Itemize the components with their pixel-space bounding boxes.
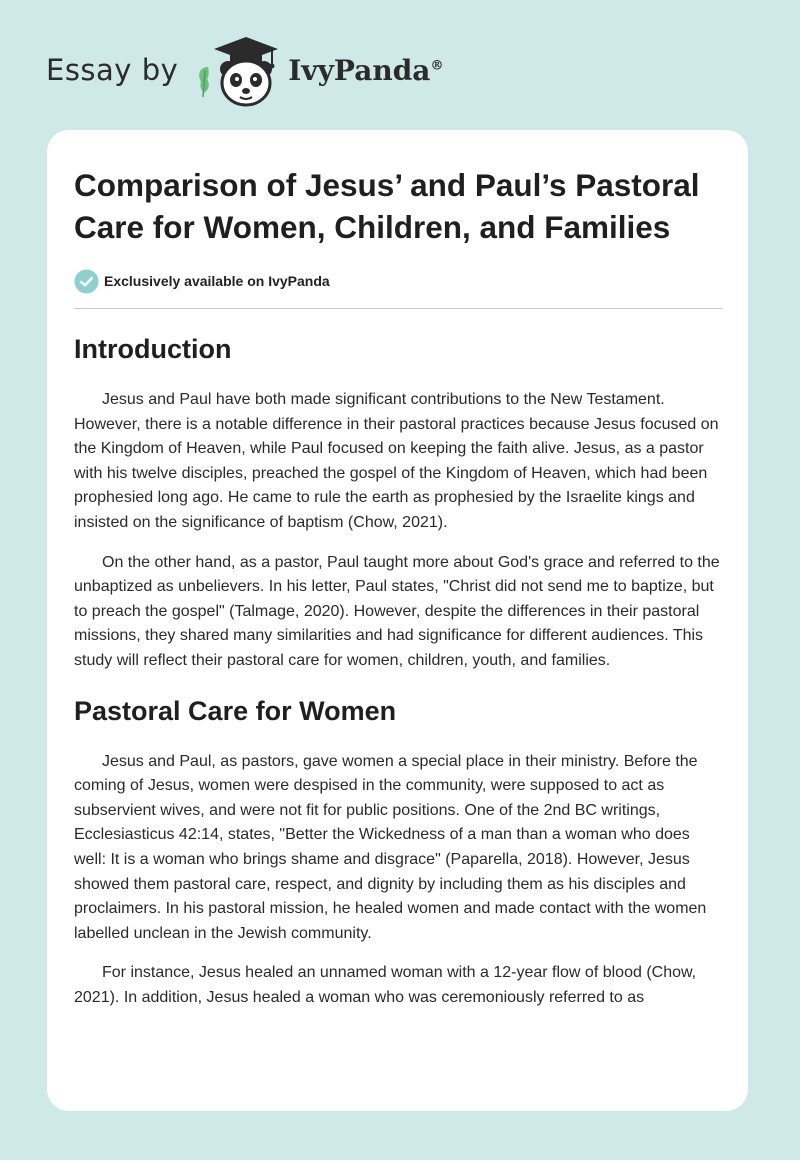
title-divider: [74, 308, 723, 309]
paragraph: Jesus and Paul have both made significant contributions to the New Testament. However, there is a notable difference in their pastoral practices because Jesus focused on the Kingdom of Heaven, while Paul focused on keeping the faith alive. Jesus, as a pastor with his twelve disciples, preached the gospel of the Kingdom of Heaven, which had been prophesied long ago. He came to rule the earth as prophesied by the Israelite kings and insisted on the significance of baptism (Chow, 2021).: [74, 391, 719, 531]
leaf-icon: [199, 67, 209, 97]
essay-title: Comparison of Jesus’ and Paul’s Pastoral Care for Women, Children, and Families: [74, 167, 700, 245]
site-header: [46, 30, 443, 110]
exclusive-label: Exclusively available on IvyPanda: [104, 273, 330, 289]
paragraph: On the other hand, as a pastor, Paul taught more about God's grace and referred to the unbaptized as unbelievers. In his letter, Paul states, "Christ did not send me to baptize, but to preach the gospel" (Talmage, 2020). However, despite the differences in their pastoral missions, they shared many similarities and had significance for different audiences. This study will reflect their pastoral care for women, children, youth, and families.: [74, 553, 720, 669]
essay-by-label: Essay by: [46, 53, 179, 87]
section-heading-introduction: Introduction: [74, 334, 232, 364]
paragraph: For instance, Jesus healed an unnamed woman with a 12-year flow of blood (Chow, 2021). In addition, Jesus healed a woman who was ceremoniously referred to as: [74, 964, 697, 1006]
check-circle-icon: [74, 269, 99, 294]
essay-content: [74, 164, 724, 1010]
section-heading-pastoral-care-women: Pastoral Care for Women: [74, 695, 397, 726]
registered-mark: ®: [430, 58, 444, 74]
paragraph: Jesus and Paul, as pastors, gave women a special place in their ministry. Before the coming of Jesus, women were despised in the community, were supposed to act as subservient wives, and were not fit for public positions. One of the 2nd BC writings, Ecclesiasticus 42:14, states, "Better the Wickedness of a man than a woman who does well: It is a woman who brings shame and disgrace" (Paparella, 2018). However, Jesus showed them pastoral care, respect, and dignity by including them as his disciples and proclaimers. In his pastoral mission, he healed women and made contact with the women labelled unclean in the Jewish community.: [74, 752, 707, 942]
brand-name[interactable]: [288, 54, 443, 87]
brand-label[interactable]: IvyPanda: [288, 53, 431, 87]
exclusive-badge: [74, 268, 724, 294]
essay-card: [47, 130, 748, 1111]
panda-logo-icon[interactable]: [192, 31, 282, 109]
